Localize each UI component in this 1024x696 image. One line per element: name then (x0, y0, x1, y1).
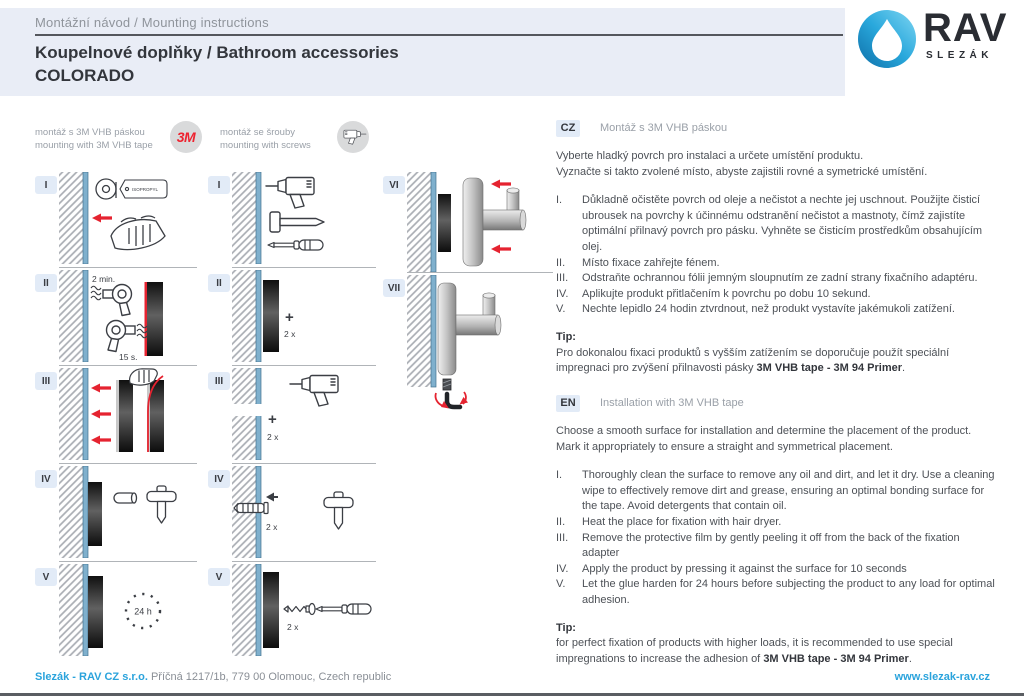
final-step-6-illustration-attach-product (407, 172, 552, 272)
final-step-7-illustration-lock-with-hex-key (407, 275, 552, 415)
instructions-text-column (556, 120, 998, 667)
cz-intro-line-2: Vyznačte si takto zvolené místo, abyste zajistili rovné a symetrické umístění. (556, 165, 928, 178)
drill-circle-badge (337, 121, 369, 153)
footer-company-address (35, 671, 391, 683)
red-arrow-icon (91, 436, 111, 445)
screws-steps-column (208, 170, 376, 659)
step-number-badge: V (208, 568, 230, 586)
list-item: III. Remove the protective film by gently peeling it off from the back of the fixation adapter (556, 531, 960, 560)
en-intro (556, 424, 998, 455)
tape-step-5-illustration-wait-24h (59, 564, 194, 656)
droplet-icon (856, 8, 918, 70)
drill-icon (290, 376, 338, 407)
tape-step-3 (35, 366, 197, 463)
svg-text:15 s.: 15 s. (119, 352, 138, 362)
hairdryer-icon (107, 321, 136, 352)
step-number-badge: III (35, 372, 57, 390)
tape-step-5 (35, 562, 197, 659)
list-item: II. Místo fixace zahřejte fénem. (556, 256, 720, 269)
tape-step-2 (35, 268, 197, 365)
spacer-cylinder-icon (114, 493, 137, 503)
list-item: II. Heat the place for fixation with hair dryer. (556, 515, 782, 528)
screws-step-2 (208, 268, 376, 365)
drill-icon (337, 121, 369, 153)
footer-website-link[interactable]: www.slezak-rav.cz (894, 671, 990, 683)
adapter-strip (263, 572, 279, 648)
cz-section-header (556, 120, 998, 137)
product-plate (463, 178, 483, 266)
final-steps-column (383, 170, 553, 415)
screws-step-1-illustration-tools (232, 172, 372, 264)
header-rule (35, 34, 843, 36)
screws-step-3-illustration-drill-hole (232, 368, 372, 460)
method-header-tape (35, 126, 153, 153)
list-item: I. Thoroughly clean the surface to remove any oil and dirt, and let it dry. Use a cleaning wipe to effectively remove dirt and grease, ensuring an optimal bonding surface for the tape. Avoid detergents that contain oil. (556, 469, 995, 513)
en-section-title: Installation with 3M VHB tape (600, 396, 744, 409)
adapter-strip (88, 482, 102, 546)
list-item: I. Důkladně očistěte povrch od oleje a nečistot a nechte jej uschnout. Použijte čisticí ubrousek na povrchy k účinnému odstranění nečistot a mastnoty, čímž zajistíte optimální přilnavý povrch pro pásku. Vyhněte se čisticím prostředkům obsahujícím olej. (556, 194, 983, 254)
cz-steps-list (556, 193, 998, 318)
screws-step-4-illustration-dowel (232, 466, 372, 558)
svg-text:2 x: 2 x (287, 622, 299, 632)
cz-tip (556, 330, 998, 377)
step-number-badge: VII (383, 279, 405, 297)
en-tip-label: Tip: (556, 621, 576, 634)
cz-intro-line-1: Vyberte hladký povrch pro instalaci a určete umístění produktu. (556, 150, 864, 162)
step-number-badge: VI (383, 176, 405, 194)
step-number-badge: I (35, 176, 57, 194)
step-number-badge: IV (35, 470, 57, 488)
title-line-2: COLORADO (35, 65, 135, 85)
svg-text:24 h: 24 h (134, 606, 152, 617)
footer-address: Příčná 1217/1b, 779 00 Olomouc, Czech republic (147, 671, 392, 683)
svg-text:2 x: 2 x (284, 329, 296, 339)
en-language-badge: EN (556, 395, 580, 412)
tape-step-2-illustration-heat (59, 270, 194, 362)
drilled-hole (232, 404, 262, 416)
screws-step-3 (208, 366, 376, 463)
cz-tip-label: Tip: (556, 331, 576, 344)
adapter-strip (263, 280, 279, 352)
header-band (0, 8, 845, 96)
en-tip-text: for perfect fixation of products with higher loads, it is recommended to use special impregnations to increase the adhesion of 3M VHB tape - 3M 94 Primer. (556, 637, 953, 665)
wall-plug-icon (234, 503, 268, 514)
product-hook-icon (324, 492, 353, 529)
adapter-strip (147, 282, 163, 356)
page-title (35, 42, 845, 88)
adapter-strip (119, 380, 133, 452)
paper-towel-icon (96, 179, 116, 199)
en-section-header (556, 395, 998, 412)
tape-step-3-illustration-peel-film (59, 368, 194, 460)
list-item: V. Let the glue harden for 24 hours before subjecting the product to any load for optimal adhesion. (556, 578, 995, 607)
3m-logo-badge (170, 121, 202, 153)
drill-icon (266, 178, 314, 209)
list-item: IV. Aplikujte produkt přitlačením k povrchu po dobu 10 sekund. (556, 287, 871, 300)
list-item: IV. Apply the product by pressing it against the surface for 10 seconds (556, 562, 907, 575)
screws-step-5-illustration-screw (232, 564, 372, 656)
tape-step-1-illustration-clean-surface (59, 172, 194, 264)
tape-steps-column (35, 170, 197, 659)
list-item: III. Odstraňte ochrannou fólii jemným sloupnutím ze zadní strany fixačního adaptéru. (556, 272, 978, 285)
document-kicker: Montážní návod / Mounting instructions (35, 15, 269, 30)
product-arm (456, 315, 498, 335)
screws-step-5 (208, 562, 376, 659)
step-number-badge: III (208, 372, 230, 390)
3m-logo-text: 3M (176, 129, 196, 145)
product-plate (438, 283, 456, 375)
logo-sub-text: SLEZÁK (926, 50, 993, 61)
hammer-icon (270, 212, 324, 232)
en-section (556, 395, 998, 668)
screwdriver-icon (268, 240, 323, 250)
step-number-badge: II (35, 274, 57, 292)
rav-logo (856, 8, 1007, 70)
hex-key-icon (447, 394, 460, 407)
red-arrow-icon (92, 214, 112, 223)
screws-step-1 (208, 170, 376, 267)
footer-company: Slezák - RAV CZ s.r.o. (35, 671, 148, 683)
tape-step-1 (35, 170, 197, 267)
adapter-strip (88, 576, 103, 648)
red-arrow-icon (91, 410, 111, 419)
cz-intro (556, 149, 998, 180)
cz-section-title: Montáž s 3M VHB páskou (600, 121, 728, 134)
tape-step-4 (35, 464, 197, 561)
en-steps-list (556, 468, 998, 608)
title-line-1: Koupelnové doplňky / Bathroom accessories (35, 43, 399, 62)
cz-tip-text: Pro dokonalou fixaci produktů s vyšším zatížením se doporučuje použít speciální impregnaci pro zvýšení přilnavosti pásky 3M VHB tape - 3M 94 Primer. (556, 346, 950, 375)
logo-brand-text: RAV (923, 6, 1008, 50)
final-step-7 (383, 273, 553, 415)
list-item: V. Nechte lepidlo 24 hodin ztvrdnout, než produkt vystavíte jakémukoli zatížení. (556, 303, 955, 316)
step-number-badge: V (35, 568, 57, 586)
screws-step-4 (208, 464, 376, 561)
svg-text:+: + (268, 411, 277, 428)
screws-step-2-illustration-adapter (232, 270, 372, 362)
method-tape-line-en: mounting with 3M VHB tape (35, 140, 153, 152)
method-header-screws (220, 126, 311, 153)
tape-step-4-illustration-apply (59, 466, 194, 558)
svg-text:ISOPROPYL: ISOPROPYL (132, 187, 159, 192)
hairdryer-icon (103, 285, 132, 316)
svg-text:2 min.: 2 min. (92, 274, 116, 284)
step-number-badge: IV (208, 470, 230, 488)
screw-icon (284, 604, 315, 615)
svg-text:2 x: 2 x (266, 522, 278, 532)
method-screws-line-en: mounting with screws (220, 140, 311, 152)
product-hook-icon (147, 486, 176, 523)
screwdriver-icon (316, 604, 371, 614)
adapter-strip (438, 194, 451, 252)
svg-text:+: + (285, 309, 294, 326)
cz-language-badge: CZ (556, 120, 580, 137)
product-arm (483, 210, 523, 230)
en-intro-line-1: Choose a smooth surface for installation and determine the placement of the product. (556, 424, 972, 437)
step-number-badge: II (208, 274, 230, 292)
red-arrow-icon (491, 180, 511, 189)
en-tip (556, 621, 998, 668)
en-intro-line-2: Mark it appropriately to ensure a straight and symmetrical placement. (556, 440, 893, 453)
final-step-6 (383, 170, 553, 272)
wiping-hand-icon (111, 216, 165, 250)
method-tape-line-cz: montáž s 3M VHB páskou (35, 127, 145, 138)
step-number-badge: I (208, 176, 230, 194)
red-arrow-icon (91, 384, 111, 393)
method-screws-line-cz: montáž se šrouby (220, 127, 295, 138)
svg-text:2 x: 2 x (267, 432, 279, 442)
red-arrow-icon (491, 245, 511, 254)
insert-arrow-icon (266, 493, 278, 502)
